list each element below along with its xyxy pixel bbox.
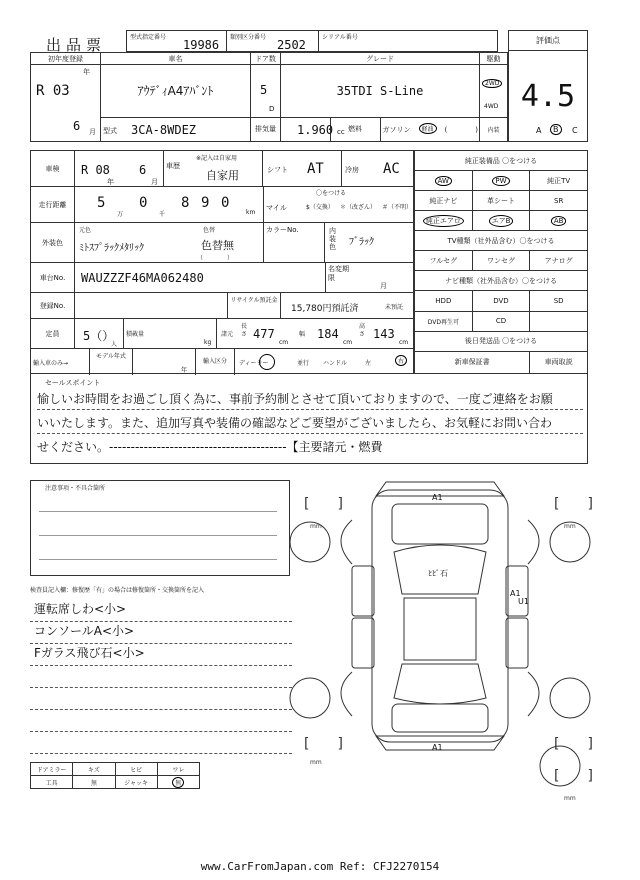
- registration-row: [31, 293, 415, 319]
- width-value: 184: [317, 327, 339, 341]
- ac-label: 冷房: [345, 166, 359, 174]
- legend-tools-value: 無: [73, 776, 115, 789]
- capacity-unit: 人: [111, 341, 118, 348]
- later-shipment-title: 後日発送品 〇をつける: [415, 331, 588, 351]
- height-unit: cm: [399, 339, 409, 346]
- navi-dvd-play: DVD再生可: [415, 311, 473, 331]
- inspection-year-unit: 年: [107, 178, 114, 186]
- usage-note: ※記入は自家用: [196, 155, 238, 162]
- drive-cell: [480, 65, 508, 118]
- inspector-note-label: 検査員記入欄：修復歴「有」の場合は修復箇所・交換箇所を記入: [30, 587, 205, 594]
- mileage-digit: 0: [221, 195, 230, 211]
- class-number-label: 類別区分番号: [230, 34, 267, 41]
- mm-label: mm: [564, 523, 576, 530]
- navi-dvd: DVD: [472, 291, 530, 311]
- doors-label: ドア数: [251, 53, 281, 65]
- shift-label: シフト: [267, 166, 288, 174]
- mileage-man-unit: 万: [117, 211, 124, 218]
- interior-grade-c: C: [572, 126, 578, 135]
- svg-text:[ ]: [ ]: [554, 736, 593, 752]
- owner-manual: 車両取説: [530, 351, 588, 373]
- sheet-title: 出品票: [46, 36, 107, 54]
- inspection-label: 車検: [31, 151, 75, 187]
- first-registration-month: 6: [73, 119, 81, 134]
- usage-value: 自家用: [206, 169, 239, 182]
- interior-grade-label: 内装: [480, 117, 508, 141]
- svg-text:[ ]: [ ]: [554, 496, 593, 512]
- inspector-note-item: Fガラス飛び石<小>: [30, 644, 292, 666]
- legend-tools: 工具: [31, 776, 73, 789]
- color-change-paren: （ ）: [197, 255, 234, 262]
- interior-grade-cell: [536, 122, 588, 142]
- import-parallel: 並行: [297, 360, 310, 367]
- equipment-pw: PW: [492, 176, 509, 186]
- capacity-value: 5（）: [83, 329, 115, 343]
- grade-value: 35TDI S-Line: [281, 65, 480, 118]
- vehicle-detail-grid: [30, 150, 414, 374]
- color-row: [31, 223, 415, 263]
- mileage-sen-unit: 千: [159, 211, 166, 218]
- registration-label: 登録No.: [31, 293, 75, 319]
- mileage-digit: 5: [97, 195, 106, 211]
- original-color-label: 元色: [79, 227, 92, 234]
- car-damage-diagram: [290, 476, 600, 806]
- warranty-book: 新車保証書: [415, 351, 530, 373]
- notes-box: [30, 480, 290, 576]
- fuel-label: 燃料: [330, 117, 380, 141]
- class-number-value: 2502: [277, 38, 306, 52]
- color-code-cell: [263, 223, 325, 263]
- equipment-leather: 革シート: [472, 191, 530, 211]
- capacity-label: 定員: [31, 319, 75, 349]
- type-designation-label: 型式指定番号: [130, 34, 167, 41]
- recycle-value: 15,780円預託済: [291, 304, 359, 314]
- legend-broken: ワレ: [157, 763, 199, 776]
- length-unit: cm: [279, 339, 289, 346]
- mileage-km-unit: km: [246, 209, 256, 216]
- displacement-cell: [281, 117, 345, 141]
- mile-option-exchanged: $（交換）: [306, 204, 334, 211]
- year-unit: 年: [83, 68, 90, 77]
- footer-watermark: www.CarFromJapan.com Ref: CFJ2270154: [200, 860, 440, 873]
- legend-jack-value: 無: [172, 777, 184, 788]
- notes-label: 注意事項・不具合箇所: [45, 485, 106, 492]
- mm-label: mm: [310, 759, 322, 766]
- score-label: 評価点: [509, 31, 588, 51]
- vin-value: WAUZZZF46MA062480: [81, 271, 204, 285]
- tv-oneseg: ワンセグ: [472, 251, 530, 271]
- vehicle-basic-table: [30, 52, 508, 142]
- serial-number-label: シリアル番号: [322, 34, 358, 41]
- mileage-digits: [91, 193, 261, 217]
- legend-crack: ヒビ: [115, 763, 157, 776]
- doors-suffix: D: [269, 105, 275, 114]
- import-row: [31, 349, 415, 375]
- outer-color-value: ﾐﾄｽﾌﾟﾗｯｸﾒﾀﾘｯｸ: [79, 243, 144, 254]
- legend-table: [30, 762, 200, 789]
- load-unit: kg: [204, 339, 212, 346]
- car-name-label: 車名: [101, 53, 251, 65]
- handle-label: ハンドル: [323, 360, 348, 367]
- equipment-table: [414, 150, 588, 374]
- equipment-title: 純正装備品 〇をつける: [415, 151, 588, 171]
- damage-side-2: U1: [518, 597, 529, 606]
- recycle-unpaid: 未預託: [385, 304, 404, 311]
- fuel-gasoline: ガソリン: [382, 125, 411, 134]
- equipment-navi: 純正ナビ: [415, 191, 473, 211]
- mileage-digit: 0: [139, 195, 148, 211]
- equipment-sunroof: SR: [530, 191, 588, 211]
- displacement-label: 排気量: [251, 117, 281, 141]
- sales-point-box: [30, 374, 588, 464]
- equipment-aero: 純正エアロ: [423, 215, 464, 227]
- inspector-notes: [30, 600, 292, 754]
- length-value: 477: [253, 327, 275, 341]
- model-cell: [101, 117, 251, 141]
- mile-label: マイル: [266, 204, 287, 212]
- mm-label: mm: [310, 523, 322, 530]
- length-label: 長さ: [241, 323, 248, 338]
- interior-color-label: 内装色: [329, 227, 336, 251]
- equipment-tv: 純正TV: [530, 171, 588, 191]
- fuel-diesel: 軽油: [419, 123, 437, 134]
- color-change-value: 色替無: [201, 239, 234, 252]
- first-registration-label: 初年度登録: [31, 53, 101, 65]
- height-label: 高さ: [359, 323, 366, 338]
- class-number-cell: [227, 31, 319, 52]
- navi-cd: CD: [472, 311, 530, 331]
- mm-label: mm: [564, 795, 576, 802]
- legend-jack: ジャッキ: [115, 776, 157, 789]
- inspection-month-unit: 月: [151, 178, 158, 186]
- grade-label: グレード: [281, 53, 480, 65]
- model-value: 3CA-8WDEZ: [131, 122, 197, 137]
- legend-scratch: キズ: [73, 763, 115, 776]
- header-table: [126, 30, 498, 52]
- model-label: 型式: [103, 126, 117, 135]
- equipment-airbag-b: エアB: [489, 215, 514, 227]
- mileage-digit: 9: [201, 195, 210, 211]
- color-change-label: 色替: [203, 227, 216, 234]
- month-unit: 月: [89, 128, 96, 137]
- interior-grade-b: B: [550, 124, 562, 135]
- import-dealer: ディーラー: [239, 360, 269, 367]
- ac-value: AC: [383, 161, 400, 177]
- serial-number-cell: [319, 31, 498, 52]
- color-code-label: カラーNo.: [266, 226, 299, 234]
- car-name-value: ｱｳﾃﾞｨA4ｱﾊﾞﾝﾄ: [101, 65, 251, 118]
- drive-label: 駆動: [480, 53, 508, 65]
- handle-left: 左: [365, 360, 372, 367]
- sales-point-line: いいたします。また、追加写真や装備の確認などご要望がございましたら、お気軽にお問い合わ: [37, 414, 583, 434]
- tv-fullseg: フルセグ: [415, 251, 473, 271]
- dealer-circle: [259, 354, 275, 370]
- type-designation-value: 19986: [183, 38, 220, 52]
- first-registration-cell: [31, 65, 101, 142]
- width-unit: cm: [343, 339, 353, 346]
- import-type-label: 輸入区分: [195, 349, 235, 375]
- mileage-digit: 8: [181, 195, 190, 211]
- mile-option-unknown: ＃（不明）: [382, 204, 413, 211]
- score-value: 4.5: [509, 51, 588, 142]
- width-label: 幅: [299, 331, 306, 338]
- fuel-cell: ガソリン 軽油 ( ): [380, 117, 480, 141]
- model-year-label: モデル年式: [89, 349, 133, 375]
- mile-cell: [263, 187, 415, 223]
- recycle-label: リサイクル預託金: [227, 293, 281, 319]
- mile-mark-note: 〇をつける: [316, 190, 347, 197]
- tv-analog: アナログ: [530, 251, 588, 271]
- usage-label: 車歴: [166, 162, 180, 170]
- doors-cell: [251, 65, 281, 118]
- load-cell: [123, 319, 217, 349]
- navi-type-title: ナビ種類（社外品含む）〇をつける: [415, 271, 588, 291]
- inspection-row: [31, 151, 415, 187]
- inspection-year: R 08: [81, 163, 110, 177]
- outer-color-label: 外装色: [31, 223, 75, 263]
- first-registration-year: R 03: [36, 83, 70, 100]
- interior-color-value: ﾌﾞﾗｯｸ: [349, 237, 374, 248]
- vin-row: [31, 263, 415, 293]
- dimension-row: [31, 319, 415, 349]
- drive-4wd: 4WD: [484, 103, 499, 111]
- type-designation-cell: [127, 31, 227, 52]
- displacement-value: 1.960: [297, 122, 334, 137]
- dims-label: 諸元: [221, 331, 234, 338]
- svg-text:[ ]: [ ]: [304, 736, 343, 752]
- drive-2wd: 2WD: [482, 79, 502, 88]
- legend-door-mirror: ドアミラー: [31, 763, 73, 776]
- damage-front-bumper: A1: [432, 493, 443, 502]
- inspector-note-item: 運転席しわ<小>: [30, 600, 292, 622]
- usage-cell: [163, 151, 263, 187]
- name-change-label: 名変期限: [328, 265, 349, 282]
- name-change-cell: [325, 263, 415, 293]
- navi-hdd: HDD: [415, 291, 473, 311]
- vin-label: 車台No.: [31, 263, 75, 293]
- sales-point-line: せください。-----------------------------------------【主要諸元・燃費: [37, 440, 383, 454]
- sales-point-label: セールスポイント: [45, 379, 101, 387]
- doors-value: 5: [260, 83, 268, 98]
- interior-grade-a: A: [536, 126, 542, 135]
- equipment-airbag: AB: [551, 216, 567, 226]
- mileage-row: [31, 187, 415, 223]
- handle-right: 右: [395, 355, 407, 366]
- mile-option-tampered: ＊（改ざん）: [340, 204, 377, 211]
- svg-text:[ ]: [ ]: [554, 768, 593, 784]
- shift-value: AT: [307, 161, 324, 177]
- name-change-month-unit: 月: [380, 282, 387, 290]
- inspection-month: 6: [139, 163, 147, 177]
- damage-side: A1: [510, 589, 521, 598]
- inspector-note-item: コンソールA<小>: [30, 622, 292, 644]
- damage-windshield: ﾋﾋﾟ石: [428, 569, 448, 578]
- mileage-label: 走行距離: [31, 187, 75, 223]
- load-label: 積載量: [126, 331, 145, 338]
- equipment-aw: AW: [435, 176, 452, 186]
- height-value: 143: [373, 327, 395, 341]
- model-year-unit: 年: [181, 367, 188, 374]
- sales-point-line: 愉しいお時間をお過ごし頂く為に、事前予約制とさせて頂いておりますので、一度ご連絡をお願: [37, 390, 583, 410]
- damage-rear-bumper: A1: [432, 743, 443, 752]
- displacement-unit: cc: [337, 127, 345, 136]
- tv-type-title: TV種類（社外品含む）〇をつける: [415, 231, 588, 251]
- navi-sd: SD: [530, 291, 588, 311]
- import-only-label: 輸入車のみ→: [33, 360, 69, 367]
- svg-text:[ ]: [ ]: [304, 496, 343, 512]
